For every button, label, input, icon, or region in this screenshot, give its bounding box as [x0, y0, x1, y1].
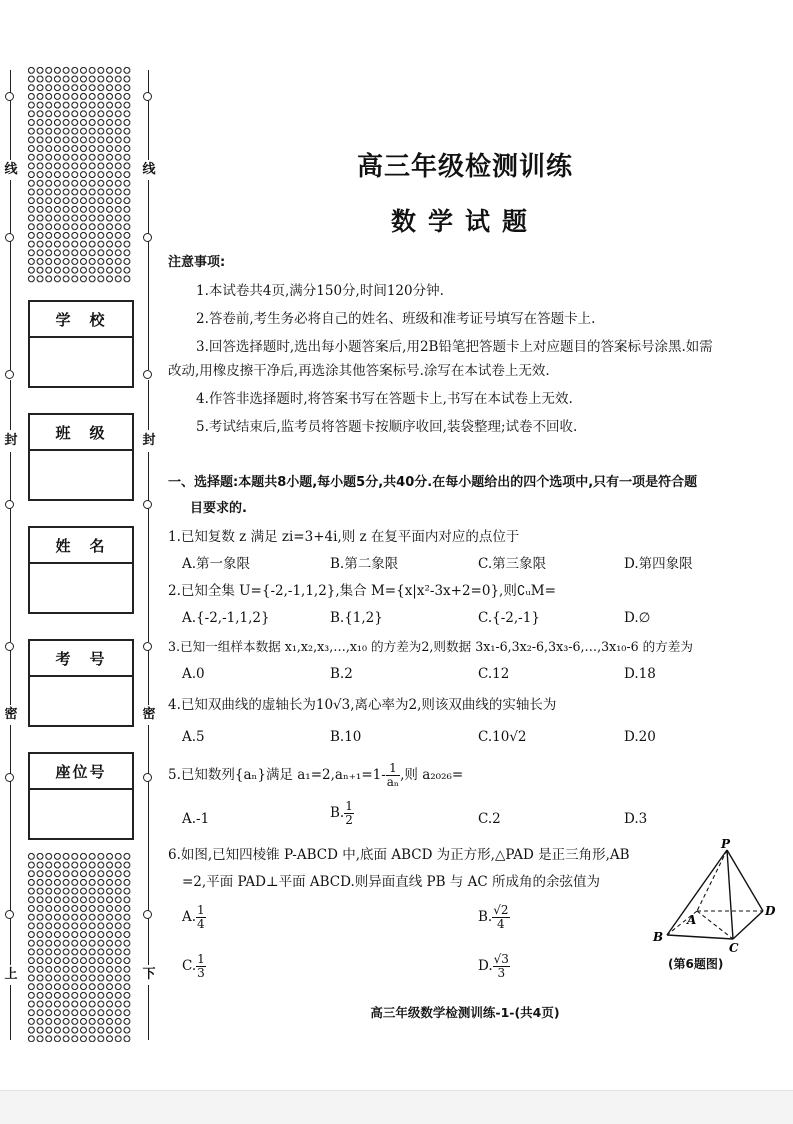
notice-line: 1.本试卷共4页,满分150分,时间120分钟.: [196, 283, 444, 299]
q5-fraction: [386, 762, 400, 789]
q5-option-b: [330, 800, 354, 827]
dot-pattern-bottom: [27, 852, 131, 1042]
q5-frac-num: 1: [386, 762, 400, 776]
label-p: P: [721, 838, 731, 851]
q2-option-d: D.∅: [624, 610, 651, 626]
q3-option-b: B.2: [330, 666, 353, 682]
binding-char-left: 上: [4, 967, 18, 982]
question-2-stem: 2.已知全集 U={-2,-1,1,2},集合 M={x|x²-3x+2=0},则∁ᵤM=: [168, 583, 556, 599]
q5-option-b-label: B.: [330, 805, 345, 821]
viewer-bottom-strip: [0, 1090, 793, 1124]
q6-d-num: √3: [493, 952, 509, 966]
q2-option-c: C.{-2,-1}: [478, 610, 540, 626]
name-label: 姓 名: [55, 536, 107, 555]
section-heading-cont: 目要求的.: [190, 501, 247, 516]
dot-pattern-top: [27, 66, 131, 284]
ring-icon: [5, 773, 14, 782]
section-heading: 一、选择题:本题共8小题,每小题5分,共40分.在每小题给出的四个选项中,只有一项是符合题: [168, 475, 698, 490]
ring-icon: [5, 233, 14, 242]
ring-icon: [143, 500, 152, 509]
question-4-stem: 4.已知双曲线的虚轴长为10√3,离心率为2,则该双曲线的实轴长为: [168, 697, 557, 713]
label-c: C: [729, 941, 739, 953]
notice-line: 改动,用橡皮擦干净后,再选涂其他答案标号.涂写在本试卷上无效.: [168, 363, 550, 379]
edge-ac: [697, 911, 733, 939]
q6-option-b: [478, 904, 510, 931]
name-box: [28, 526, 134, 614]
q4-option-a: A.5: [182, 729, 205, 745]
ring-icon: [143, 642, 152, 651]
question-1-stem: 1.已知复数 z 满足 zi=3+4i,则 z 在复平面内对应的点位于: [168, 529, 520, 545]
edge-pc: [727, 850, 733, 939]
class-box: [28, 413, 134, 501]
seat-label: 座位号: [55, 762, 107, 781]
binding-char-right: 密: [142, 707, 156, 722]
question-6-line1: 6.如图,已知四棱锥 P-ABCD 中,底面 ABCD 为正方形,△PAD 是正三角形,AB: [168, 847, 630, 863]
notice-line: 2.答卷前,考生务必将自己的姓名、班级和准考证号填写在答题卡上.: [196, 311, 596, 327]
q1-option-b: B.第二象限: [330, 556, 399, 572]
ring-icon: [143, 233, 152, 242]
class-field[interactable]: [30, 451, 132, 499]
q5-option-a: A.-1: [182, 811, 210, 827]
q5-stem-pre: 5.已知数列{aₙ}满足 a₁=2,aₙ₊₁=1-: [168, 767, 386, 783]
label-a: A: [687, 913, 697, 927]
school-box: [28, 300, 134, 388]
q6-option-d: [478, 953, 510, 980]
q5-option-d: D.3: [624, 811, 648, 827]
binding-char-left: 封: [4, 433, 18, 448]
q6-option-a: [182, 904, 206, 931]
label-d: D: [765, 904, 776, 918]
exam-number-box: [28, 639, 134, 727]
page-title: 高三年级检测训练: [356, 152, 573, 182]
pyramid-figure: [645, 838, 785, 953]
q3-option-a: A.0: [182, 666, 205, 682]
ring-icon: [143, 910, 152, 919]
ring-icon: [5, 910, 14, 919]
notice-line: 3.回答选择题时,选出每小题答案后,用2B铅笔把答题卡上对应题目的答案标号涂黑.如需: [196, 339, 713, 355]
q6-c-den: 3: [197, 966, 205, 980]
question-3-stem: 3.已知一组样本数据 x₁,x₂,x₃,…,x₁₀ 的方差为2,则数据 3x₁-6,3x₂-6,3x₃-6,…,3x₁₀-6 的方差为: [168, 639, 693, 654]
q5-stem-post: ,则 a₂₀₂₆=: [400, 767, 464, 783]
ring-icon: [143, 773, 152, 782]
exam-number-field[interactable]: [30, 677, 132, 725]
class-label: 班 级: [55, 423, 107, 442]
exam-number-label: 考 号: [55, 649, 107, 668]
figure-caption: (第6题图): [668, 957, 724, 971]
page-footer: 高三年级数学检测训练-1-(共4页): [370, 1005, 560, 1020]
q6-option-c: [182, 953, 206, 980]
q6-c-num: 1: [197, 952, 205, 966]
q1-option-c: C.第三象限: [478, 556, 547, 572]
school-field[interactable]: [30, 338, 132, 386]
ring-icon: [5, 500, 14, 509]
q1-option-d: D.第四象限: [624, 556, 693, 572]
binding-char-right: 线: [142, 162, 156, 177]
q2-option-b: B.{1,2}: [330, 610, 383, 626]
q6-option-b-label: B.: [478, 909, 493, 925]
seat-box: [28, 752, 134, 840]
edge-bc: [667, 935, 733, 939]
label-b: B: [653, 930, 664, 944]
school-label: 学 校: [55, 310, 107, 329]
name-field[interactable]: [30, 564, 132, 612]
notice-line: 5.考试结束后,监考员将答题卡按顺序收回,装袋整理;试卷不回收.: [196, 419, 578, 435]
q6-option-a-label: A.: [182, 909, 197, 925]
q4-option-b: B.10: [330, 729, 362, 745]
q4-option-c: C.10√2: [478, 729, 527, 745]
q6-option-c-label: C.: [182, 958, 197, 974]
binding-char-left: 线: [4, 162, 18, 177]
edge-pa: [697, 850, 727, 911]
edge-pd: [727, 850, 763, 911]
binding-char-right: 封: [142, 433, 156, 448]
q6-b-num: √2: [493, 903, 509, 917]
notice-line: 4.作答非选择题时,将答案书写在答题卡上,书写在本试卷上无效.: [196, 391, 573, 407]
q6-a-num: 1: [197, 903, 205, 917]
page-subtitle: 数学试题: [390, 207, 539, 236]
q5-frac-den: aₙ: [386, 775, 400, 789]
ring-icon: [143, 370, 152, 379]
q4-option-d: D.20: [624, 729, 656, 745]
q6-b-den: 4: [497, 917, 505, 931]
binding-char-right: 下: [142, 967, 156, 982]
edge-cd: [733, 911, 763, 939]
seat-field[interactable]: [30, 790, 132, 838]
q3-option-d: D.18: [624, 666, 656, 682]
q5-b-num: 1: [345, 799, 353, 813]
ring-icon: [143, 92, 152, 101]
q3-option-c: C.12: [478, 666, 510, 682]
ring-icon: [5, 370, 14, 379]
q6-d-den: 3: [497, 966, 506, 980]
ring-icon: [5, 642, 14, 651]
binding-char-left: 密: [4, 707, 18, 722]
q6-a-den: 4: [197, 917, 205, 931]
q1-option-a: A.第一象限: [182, 556, 251, 572]
ring-icon: [5, 92, 14, 101]
question-6-line2: =2,平面 PAD⊥平面 ABCD.则异面直线 PB 与 AC 所成角的余弦值为: [182, 874, 601, 890]
q2-option-a: A.{-2,-1,1,2}: [182, 610, 270, 626]
edge-pb: [667, 850, 727, 935]
question-5-stem: [168, 762, 463, 789]
q5-option-c: C.2: [478, 811, 501, 827]
q5-b-den: 2: [345, 813, 353, 827]
q6-option-d-label: D.: [478, 958, 493, 974]
notice-heading: 注意事项:: [168, 255, 226, 270]
